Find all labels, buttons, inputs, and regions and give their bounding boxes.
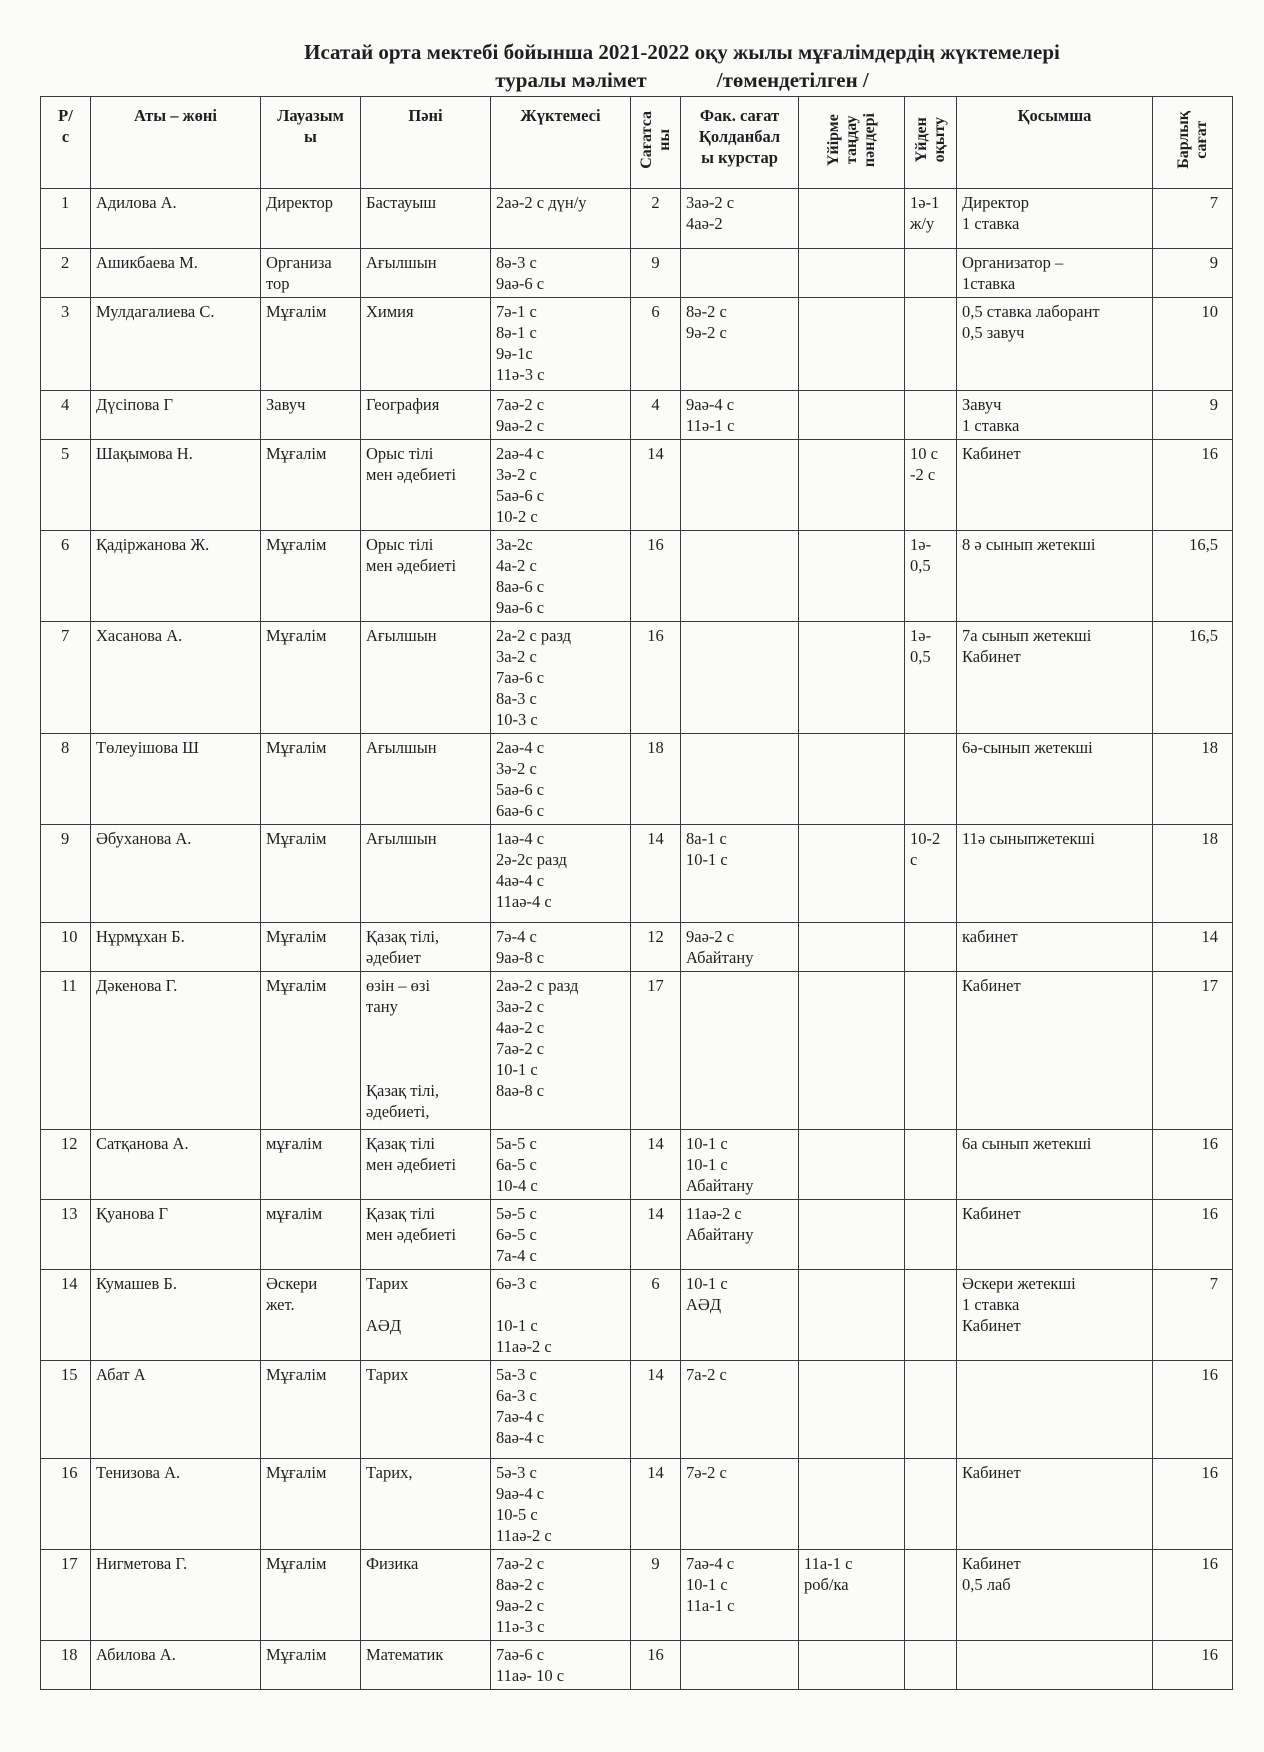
teacher-load: 7ә-4 с 9аә-8 с bbox=[491, 923, 631, 972]
teacher-total: 17 bbox=[1153, 972, 1233, 1130]
table-row bbox=[41, 972, 1233, 1130]
teacher-position: Әскери жет. bbox=[261, 1270, 361, 1361]
teacher-subject: Тарих, bbox=[361, 1459, 491, 1550]
teacher-extra: Кабинет bbox=[957, 1459, 1153, 1550]
teacher-electives bbox=[799, 825, 905, 923]
teacher-courses: 9аә-2 с Абайтану bbox=[681, 923, 799, 972]
teacher-load: 6ә-3 с 10-1 с 11аә-2 с bbox=[491, 1270, 631, 1361]
teacher-hours: 6 bbox=[631, 1270, 681, 1361]
teacher-extra: 7а сынып жетекші Кабинет bbox=[957, 622, 1153, 734]
header-courses: Фак. сағат Қолданбал ы курстар bbox=[681, 97, 799, 189]
teacher-extra bbox=[957, 1361, 1153, 1459]
document-subtitle bbox=[0, 66, 1264, 94]
header-electives-text: Үйірме таңдау пәндері bbox=[824, 112, 878, 168]
teacher-extra: Әскери жетекші 1 ставка Кабинет bbox=[957, 1270, 1153, 1361]
row-number: 7 bbox=[41, 622, 91, 734]
teacher-load: 2аә-2 с дүн/у bbox=[491, 189, 631, 249]
teacher-load: 5а-3 с 6а-3 с 7аә-4 с 8аә-4 с bbox=[491, 1361, 631, 1459]
teacher-subject: Қазақ тілі, әдебиет bbox=[361, 923, 491, 972]
teacher-extra: Кабинет 0,5 лаб bbox=[957, 1550, 1153, 1641]
teacher-name: Қуанова Г bbox=[91, 1200, 261, 1270]
teacher-total: 16 bbox=[1153, 1361, 1233, 1459]
teacher-subject: Ағылшын bbox=[361, 249, 491, 298]
teacher-name: Хасанова А. bbox=[91, 622, 261, 734]
teacher-courses: 8ә-2 с 9ә-2 с bbox=[681, 298, 799, 391]
teacher-hours: 12 bbox=[631, 923, 681, 972]
table-row bbox=[41, 1200, 1233, 1270]
header-home-text: Үйден оқыту bbox=[912, 117, 948, 163]
teacher-load: 5а-5 с 6а-5 с 10-4 с bbox=[491, 1130, 631, 1200]
teacher-hours: 6 bbox=[631, 298, 681, 391]
teacher-hours: 14 bbox=[631, 825, 681, 923]
teacher-load: 8ә-3 с 9аә-6 с bbox=[491, 249, 631, 298]
teacher-home-study bbox=[905, 1270, 957, 1361]
teacher-extra: 0,5 ставка лаборант 0,5 завуч bbox=[957, 298, 1153, 391]
teacher-name: Сатқанова А. bbox=[91, 1130, 261, 1200]
header-home bbox=[905, 97, 957, 189]
table-row bbox=[41, 923, 1233, 972]
header-extra: Қосымша bbox=[957, 97, 1153, 189]
row-number: 16 bbox=[41, 1459, 91, 1550]
teacher-home-study bbox=[905, 1459, 957, 1550]
row-number: 18 bbox=[41, 1641, 91, 1690]
teacher-home-study: 10-2 с bbox=[905, 825, 957, 923]
table-row bbox=[41, 298, 1233, 391]
teacher-position: Мұғалім bbox=[261, 1641, 361, 1690]
table-row bbox=[41, 531, 1233, 622]
table-row bbox=[41, 189, 1233, 249]
teacher-electives bbox=[799, 440, 905, 531]
teacher-load: 7аә-2 с 8аә-2 с 9аә-2 с 11ә-3 с bbox=[491, 1550, 631, 1641]
teacher-electives bbox=[799, 1361, 905, 1459]
teacher-total: 7 bbox=[1153, 1270, 1233, 1361]
table-row bbox=[41, 825, 1233, 923]
teacher-hours: 9 bbox=[631, 1550, 681, 1641]
teacher-load: 5ә-3 с 9аә-4 с 10-5 с 11аә-2 с bbox=[491, 1459, 631, 1550]
teacher-electives bbox=[799, 189, 905, 249]
teacher-home-study: 1ә-1 ж/у bbox=[905, 189, 957, 249]
teacher-total: 16 bbox=[1153, 1130, 1233, 1200]
teacher-electives bbox=[799, 531, 905, 622]
teacher-total: 16 bbox=[1153, 1200, 1233, 1270]
teacher-subject: Ағылшын bbox=[361, 622, 491, 734]
header-hours-text: Сағатса ны bbox=[637, 111, 673, 169]
teacher-subject: Орыс тілі мен әдебиеті bbox=[361, 440, 491, 531]
teacher-load: 2а-2 с разд 3а-2 с 7аә-6 с 8а-3 с 10-3 с bbox=[491, 622, 631, 734]
teacher-load: 2аә-2 с разд 3аә-2 с 4аә-2 с 7аә-2 с 10-1 с 8аә-8 с bbox=[491, 972, 631, 1130]
teacher-position: Мұғалім bbox=[261, 923, 361, 972]
teacher-load: 7ә-1 с 8ә-1 с 9ә-1с 11ә-3 с bbox=[491, 298, 631, 391]
teacher-extra: кабинет bbox=[957, 923, 1153, 972]
teacher-courses: 10-1 с АӘД bbox=[681, 1270, 799, 1361]
table-row bbox=[41, 440, 1233, 531]
teacher-position: Мұғалім bbox=[261, 1550, 361, 1641]
teacher-subject: География bbox=[361, 391, 491, 440]
teacher-position: Мұғалім bbox=[261, 734, 361, 825]
teacher-hours: 14 bbox=[631, 1200, 681, 1270]
header-electives bbox=[799, 97, 905, 189]
header-row bbox=[41, 97, 1233, 189]
teacher-name: Абилова А. bbox=[91, 1641, 261, 1690]
teacher-extra: Кабинет bbox=[957, 1200, 1153, 1270]
teacher-home-study bbox=[905, 1361, 957, 1459]
teacher-hours: 14 bbox=[631, 1459, 681, 1550]
teacher-position: мұғалім bbox=[261, 1200, 361, 1270]
teacher-total: 14 bbox=[1153, 923, 1233, 972]
teacher-subject: Математик bbox=[361, 1641, 491, 1690]
teacher-courses: 7аә-4 с 10-1 с 11а-1 с bbox=[681, 1550, 799, 1641]
header-num: Р/ с bbox=[41, 97, 91, 189]
teacher-hours: 14 bbox=[631, 1361, 681, 1459]
teacher-electives bbox=[799, 298, 905, 391]
teacher-total: 9 bbox=[1153, 391, 1233, 440]
teacher-name: Ашикбаева М. bbox=[91, 249, 261, 298]
header-load: Жүктемесі bbox=[491, 97, 631, 189]
table-row bbox=[41, 1270, 1233, 1361]
teacher-home-study bbox=[905, 298, 957, 391]
document-title: Исатай орта мектебі бойынша 2021-2022 оқу жылы мұғалімдердің жүктемелері bbox=[304, 40, 1060, 64]
teacher-courses: 10-1 с 10-1 с Абайтану bbox=[681, 1130, 799, 1200]
teacher-electives bbox=[799, 622, 905, 734]
teacher-home-study bbox=[905, 1130, 957, 1200]
teacher-position: Директор bbox=[261, 189, 361, 249]
teacher-hours: 2 bbox=[631, 189, 681, 249]
teacher-extra: 11ә сыныпжетекші bbox=[957, 825, 1153, 923]
teacher-courses bbox=[681, 249, 799, 298]
teacher-position: Мұғалім bbox=[261, 825, 361, 923]
teacher-position: Мұғалім bbox=[261, 1361, 361, 1459]
teacher-load: 1аә-4 с 2ә-2с разд 4аә-4 с 11аә-4 с bbox=[491, 825, 631, 923]
header-name: Аты – жөні bbox=[91, 97, 261, 189]
teacher-subject: Қазақ тілі мен әдебиеті bbox=[361, 1130, 491, 1200]
teacher-courses bbox=[681, 531, 799, 622]
teacher-courses: 3аә-2 с 4аә-2 bbox=[681, 189, 799, 249]
teacher-extra: Кабинет bbox=[957, 972, 1153, 1130]
teacher-extra: 6ә-сынып жетекші bbox=[957, 734, 1153, 825]
row-number: 8 bbox=[41, 734, 91, 825]
teacher-position: Мұғалім bbox=[261, 972, 361, 1130]
teacher-courses: 8а-1 с 10-1 с bbox=[681, 825, 799, 923]
teacher-position: Мұғалім bbox=[261, 298, 361, 391]
teacher-name: Дүсіпова Г bbox=[91, 391, 261, 440]
teacher-courses bbox=[681, 440, 799, 531]
teacher-electives bbox=[799, 734, 905, 825]
teacher-load: 3а-2с 4а-2 с 8аә-6 с 9аә-6 с bbox=[491, 531, 631, 622]
table-row bbox=[41, 1130, 1233, 1200]
row-number: 9 bbox=[41, 825, 91, 923]
table-row bbox=[41, 249, 1233, 298]
teacher-name: Төлеуішова Ш bbox=[91, 734, 261, 825]
teacher-total: 7 bbox=[1153, 189, 1233, 249]
teacher-position: Мұғалім bbox=[261, 440, 361, 531]
teacher-total: 16 bbox=[1153, 1641, 1233, 1690]
teacher-extra bbox=[957, 1641, 1153, 1690]
teacher-electives bbox=[799, 1270, 905, 1361]
teacher-position: Мұғалім bbox=[261, 622, 361, 734]
teacher-hours: 16 bbox=[631, 622, 681, 734]
teacher-subject: Тарих АӘД bbox=[361, 1270, 491, 1361]
teacher-load: 5ә-5 с 6ә-5 с 7а-4 с bbox=[491, 1200, 631, 1270]
teacher-courses: 11аә-2 с Абайтану bbox=[681, 1200, 799, 1270]
teacher-home-study bbox=[905, 1641, 957, 1690]
teacher-total: 16 bbox=[1153, 1550, 1233, 1641]
teacher-hours: 4 bbox=[631, 391, 681, 440]
teacher-load: 2аә-4 с 3ә-2 с 5аә-6 с 6аә-6 с bbox=[491, 734, 631, 825]
teacher-electives bbox=[799, 249, 905, 298]
teacher-load: 7аә-2 с 9аә-2 с bbox=[491, 391, 631, 440]
header-total bbox=[1153, 97, 1233, 189]
table-row bbox=[41, 734, 1233, 825]
row-number: 12 bbox=[41, 1130, 91, 1200]
teacher-courses: 7ә-2 с bbox=[681, 1459, 799, 1550]
teacher-subject: Химия bbox=[361, 298, 491, 391]
teacher-name: Тенизова А. bbox=[91, 1459, 261, 1550]
subtitle-part-2: /төмендетілген / bbox=[716, 68, 869, 92]
row-number: 14 bbox=[41, 1270, 91, 1361]
row-number: 17 bbox=[41, 1550, 91, 1641]
teacher-name: Кумашев Б. bbox=[91, 1270, 261, 1361]
teacher-home-study bbox=[905, 923, 957, 972]
subtitle-part-1: туралы мәлімет bbox=[495, 68, 647, 92]
teacher-extra: Организатор – 1ставка bbox=[957, 249, 1153, 298]
teacher-subject: Ағылшын bbox=[361, 825, 491, 923]
teacher-extra: 8 ә сынып жетекші bbox=[957, 531, 1153, 622]
teacher-hours: 9 bbox=[631, 249, 681, 298]
teacher-name: Әбуханова А. bbox=[91, 825, 261, 923]
table-row bbox=[41, 391, 1233, 440]
teacher-courses: 7а-2 с bbox=[681, 1361, 799, 1459]
table-row bbox=[41, 1641, 1233, 1690]
row-number: 4 bbox=[41, 391, 91, 440]
teacher-load: 7аә-6 с 11аә- 10 с bbox=[491, 1641, 631, 1690]
teacher-electives bbox=[799, 391, 905, 440]
teacher-hours: 18 bbox=[631, 734, 681, 825]
teacher-electives: 11а-1 с роб/ка bbox=[799, 1550, 905, 1641]
teacher-home-study bbox=[905, 391, 957, 440]
teacher-hours: 16 bbox=[631, 1641, 681, 1690]
row-number: 3 bbox=[41, 298, 91, 391]
row-number: 2 bbox=[41, 249, 91, 298]
row-number: 5 bbox=[41, 440, 91, 531]
teacher-subject: Орыс тілі мен әдебиеті bbox=[361, 531, 491, 622]
teacher-courses bbox=[681, 972, 799, 1130]
row-number: 11 bbox=[41, 972, 91, 1130]
teacher-electives bbox=[799, 1459, 905, 1550]
teacher-total: 16,5 bbox=[1153, 622, 1233, 734]
teacher-hours: 17 bbox=[631, 972, 681, 1130]
teacher-subject: Қазақ тілі мен әдебиеті bbox=[361, 1200, 491, 1270]
teacher-total: 10 bbox=[1153, 298, 1233, 391]
teacher-position: Завуч bbox=[261, 391, 361, 440]
teacher-name: Шақымова Н. bbox=[91, 440, 261, 531]
teacher-subject: Ағылшын bbox=[361, 734, 491, 825]
teacher-position: Мұғалім bbox=[261, 1459, 361, 1550]
teacher-home-study: 10 с -2 с bbox=[905, 440, 957, 531]
teacher-home-study bbox=[905, 734, 957, 825]
teacher-hours: 14 bbox=[631, 440, 681, 531]
teacher-home-study bbox=[905, 972, 957, 1130]
teacher-extra: 6а сынып жетекші bbox=[957, 1130, 1153, 1200]
teacher-electives bbox=[799, 1641, 905, 1690]
teacher-home-study: 1ә- 0,5 bbox=[905, 622, 957, 734]
header-subject: Пәні bbox=[361, 97, 491, 189]
header-total-text: Барлық сағат bbox=[1174, 111, 1210, 169]
teacher-total: 16,5 bbox=[1153, 531, 1233, 622]
teacher-position: Мұғалім bbox=[261, 531, 361, 622]
teacher-position: мұғалім bbox=[261, 1130, 361, 1200]
teacher-total: 9 bbox=[1153, 249, 1233, 298]
teacher-electives bbox=[799, 972, 905, 1130]
teacher-name: Дәкенова Г. bbox=[91, 972, 261, 1130]
teacher-courses bbox=[681, 734, 799, 825]
teacher-courses bbox=[681, 1641, 799, 1690]
teacher-total: 16 bbox=[1153, 440, 1233, 531]
header-hours bbox=[631, 97, 681, 189]
teacher-name: Қадіржанова Ж. bbox=[91, 531, 261, 622]
teacher-electives bbox=[799, 1130, 905, 1200]
row-number: 1 bbox=[41, 189, 91, 249]
teacher-name: Абат А bbox=[91, 1361, 261, 1459]
teacher-name: Нұрмұхан Б. bbox=[91, 923, 261, 972]
teacher-position: Организа тор bbox=[261, 249, 361, 298]
header-position: Лауазым ы bbox=[261, 97, 361, 189]
teacher-home-study bbox=[905, 1200, 957, 1270]
row-number: 6 bbox=[41, 531, 91, 622]
table-row bbox=[41, 1459, 1233, 1550]
teacher-subject: өзін – өзі тану Қазақ тілі, әдебиеті, bbox=[361, 972, 491, 1130]
row-number: 15 bbox=[41, 1361, 91, 1459]
teacher-subject: Бастауыш bbox=[361, 189, 491, 249]
teacher-electives bbox=[799, 923, 905, 972]
teacher-load: 2аә-4 с 3ә-2 с 5аә-6 с 10-2 с bbox=[491, 440, 631, 531]
table-row bbox=[41, 1550, 1233, 1641]
table-row bbox=[41, 1361, 1233, 1459]
teacher-home-study bbox=[905, 1550, 957, 1641]
teacher-subject: Тарих bbox=[361, 1361, 491, 1459]
teacher-hours: 14 bbox=[631, 1130, 681, 1200]
teacher-name: Мулдагалиева С. bbox=[91, 298, 261, 391]
teacher-name: Нигметова Г. bbox=[91, 1550, 261, 1641]
teacher-load-table bbox=[40, 96, 1233, 1690]
teacher-extra: Завуч 1 ставка bbox=[957, 391, 1153, 440]
teacher-courses bbox=[681, 622, 799, 734]
teacher-extra: Кабинет bbox=[957, 440, 1153, 531]
teacher-total: 18 bbox=[1153, 825, 1233, 923]
teacher-electives bbox=[799, 1200, 905, 1270]
table-row bbox=[41, 622, 1233, 734]
row-number: 13 bbox=[41, 1200, 91, 1270]
teacher-home-study bbox=[905, 249, 957, 298]
teacher-name: Адилова А. bbox=[91, 189, 261, 249]
teacher-total: 18 bbox=[1153, 734, 1233, 825]
teacher-extra: Директор 1 ставка bbox=[957, 189, 1153, 249]
teacher-subject: Физика bbox=[361, 1550, 491, 1641]
row-number: 10 bbox=[41, 923, 91, 972]
teacher-total: 16 bbox=[1153, 1459, 1233, 1550]
teacher-courses: 9аә-4 с 11ә-1 с bbox=[681, 391, 799, 440]
teacher-hours: 16 bbox=[631, 531, 681, 622]
teacher-home-study: 1ә- 0,5 bbox=[905, 531, 957, 622]
